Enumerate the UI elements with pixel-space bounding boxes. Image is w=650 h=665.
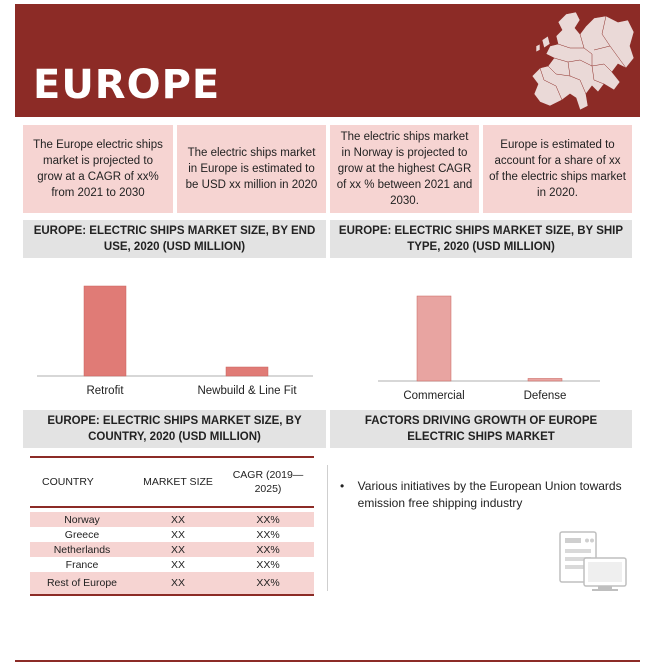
- server-monitor-icon: [558, 530, 630, 592]
- bar-commercial: [417, 296, 451, 381]
- cell-cagr: XX%: [256, 513, 280, 526]
- cell-country: Greece: [64, 528, 100, 541]
- cell-market-size: XX: [170, 577, 185, 589]
- cell-market-size: XX: [170, 558, 185, 571]
- cell-market-size: XX: [170, 528, 185, 541]
- factor-text: Various initiatives by the European Union towards emission free shipping industry: [357, 479, 622, 510]
- stat-box-market-size: The electric ships market in Europe is estimated to be USD xx million in 2020: [177, 125, 326, 213]
- cell-market-size: XX: [170, 543, 185, 556]
- bullet-icon: •: [340, 479, 345, 493]
- cell-cagr: XX%: [256, 543, 280, 556]
- table-row: [30, 557, 314, 572]
- table-row: [30, 542, 314, 557]
- section-title-end-use: EUROPE: ELECTRIC SHIPS MARKET SIZE, BY END USE, 2020 (USD MILLION): [23, 220, 326, 258]
- stat-box-cagr: The Europe electric ships market is projected to grow at a CAGR of xx% from 2021 to 2030: [23, 125, 173, 213]
- footer-rule: [15, 660, 640, 662]
- header-country: COUNTRY: [42, 476, 94, 488]
- x-tick-label: Retrofit: [86, 385, 124, 397]
- cell-country: Rest of Europe: [46, 577, 118, 589]
- chart-ship-type: [330, 262, 632, 407]
- cell-cagr: XX%: [256, 577, 280, 589]
- x-tick-label: Newbuild & Line Fit: [197, 385, 297, 397]
- stat-box-share: Europe is estimated to account for a share of xx of the electric ships market in 2020.: [483, 125, 632, 213]
- factor-item: [340, 478, 630, 512]
- table-row: [30, 527, 314, 542]
- bar-newbuild-line-fit: [226, 367, 268, 376]
- country-table: [30, 456, 314, 596]
- section-title-factors: FACTORS DRIVING GROWTH OF EUROPE ELECTRIC SHIPS MARKET: [330, 410, 632, 448]
- cell-country: Norway: [64, 513, 100, 526]
- table-row: [30, 572, 314, 596]
- x-tick-label: Defense: [523, 390, 567, 402]
- x-tick-label: Commercial: [403, 390, 465, 402]
- divider: [327, 465, 328, 591]
- header-cagr: CAGR (2019—2025): [232, 469, 304, 495]
- cell-cagr: XX%: [256, 528, 280, 541]
- section-title-country: EUROPE: ELECTRIC SHIPS MARKET SIZE, BY COUNTRY, 2020 (USD MILLION): [23, 410, 326, 448]
- header-banner: [15, 4, 640, 117]
- cell-country: France: [65, 558, 99, 571]
- bar-defense: [528, 378, 562, 381]
- table-row: [30, 512, 314, 527]
- europe-map-icon: [528, 10, 638, 114]
- chart-end-use: [23, 262, 326, 407]
- cell-country: Netherlands: [53, 543, 111, 556]
- section-title-ship-type: EUROPE: ELECTRIC SHIPS MARKET SIZE, BY SHIP TYPE, 2020 (USD MILLION): [330, 220, 632, 258]
- page-title: EUROPE: [33, 62, 221, 108]
- header-market-size: MARKET SIZE: [143, 476, 213, 488]
- cell-market-size: XX: [170, 513, 185, 526]
- table-header: [30, 456, 314, 508]
- cell-cagr: XX%: [256, 558, 280, 571]
- bar-retrofit: [84, 286, 126, 376]
- stat-box-norway: The electric ships market in Norway is projected to grow at the highest CAGR of xx % between 2021 and 2030.: [330, 125, 479, 213]
